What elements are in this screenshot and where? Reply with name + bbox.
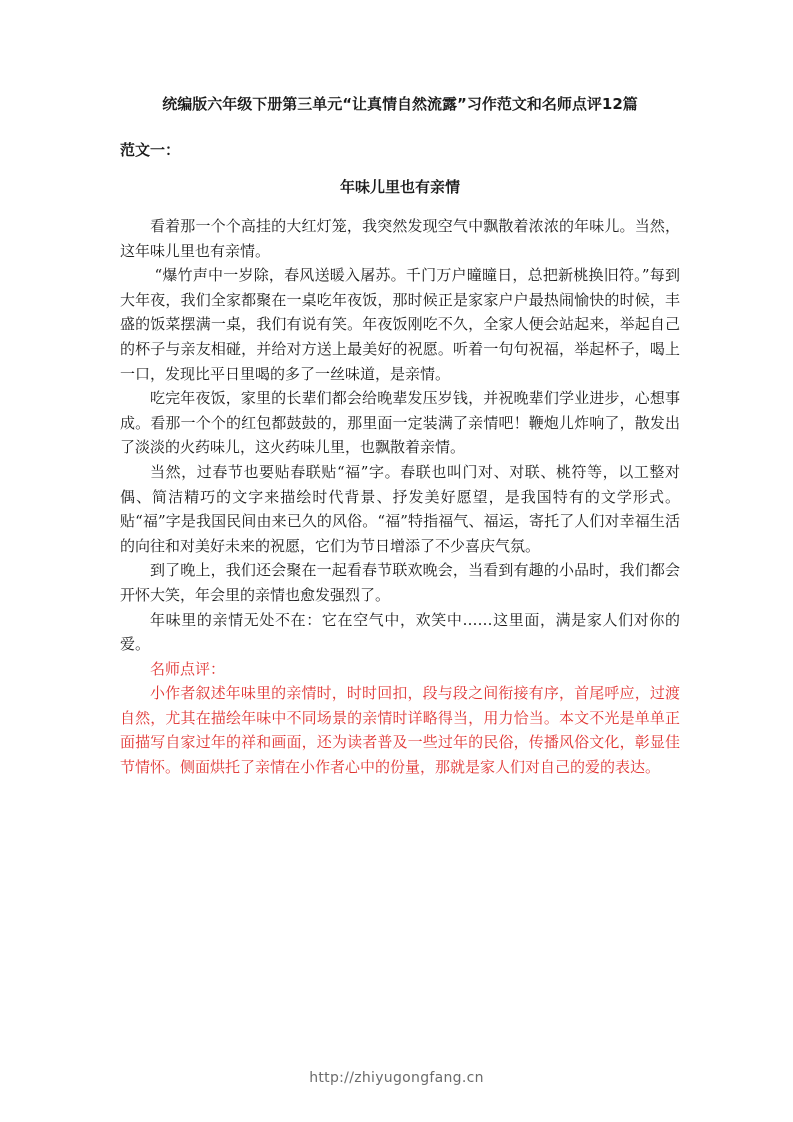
document-title: 统编版六年级下册第三单元“让真情自然流露”习作范文和名师点评12篇	[162, 95, 638, 113]
essay-paragraph: 到了晚上，我们还会聚在一起看春节联欢晚会，当看到有趣的小品时，我们都会开怀大笑，年会里的亲情也愈发强烈了。	[120, 561, 680, 604]
essay-title: 年味儿里也有亲情	[339, 178, 460, 196]
footer-url: http://zhiyugongfang.cn	[309, 1070, 484, 1086]
essay-body	[120, 214, 680, 780]
essay-paragraph: “爆竹声中一岁除，春风送暖入屠苏。千门万户曈曈日，总把新桃换旧符。”每到大年夜，我们全家都聚在一桌吃年夜饭，那时候正是家家户户最热闹愉快的时候，丰盛的饭菜摆满一桌，我们有说有笑。年夜饭刚吃不久，全家人便会站起来，举起自己的杯子与亲友相碰，并给对方送上最美好的祝愿。听着一句句祝福，举起杯子，喝上一口，发现比平日里喝的多了一丝味道，是亲情。	[120, 266, 680, 383]
essay-paragraph: 吃完年夜饭，家里的长辈们都会给晚辈发压岁钱，并祝晚辈们学业进步，心想事成。看那一个个的红包都鼓鼓的，那里面一定装满了亲情吧！鞭炮儿炸响了，散发出了淡淡的火药味儿，这火药味儿里，也飘散着亲情。	[120, 389, 680, 457]
essay-paragraph: 当然，过春节也要贴春联贴“福”字。春联也叫门对、对联、桃符等，以工整对偶、简洁精巧的文字来描绘时代背景、抒发美好愿望，是我国特有的文学形式。贴“福”字是我国民间由来已久的风俗。“福”特指福气、福运，寄托了人们对幸福生活的向往和对美好未来的祝愿，它们为节日增添了不少喜庆气氛。	[120, 462, 680, 555]
essay-paragraph: 年味里的亲情无处不在：它在空气中，欢笑中……这里面，满是家人们对你的爱。	[120, 610, 680, 654]
comment-label: 名师点评：	[150, 659, 226, 678]
sample-label: 范文一：	[120, 141, 181, 159]
comment-text: 小作者叙述年味里的亲情时，时时回扣，段与段之间衔接有序，首尾呼应，过渡自然，尤其在描绘年味中不同场景的亲情时详略得当，用力恰当。本文不光是单单正面描写自家过年的祥和画面，还为读者普及一些过年的民俗，传播风俗文化，彰显佳节情怀。侧面烘托了亲情在小作者心中的份量，那就是家人们对自己的爱的表达。	[120, 684, 680, 777]
essay-paragraph: 看着那一个个高挂的大红灯笼，我突然发现空气中飘散着浓浓的年味儿。当然，这年味儿里也有亲情。	[120, 217, 680, 260]
